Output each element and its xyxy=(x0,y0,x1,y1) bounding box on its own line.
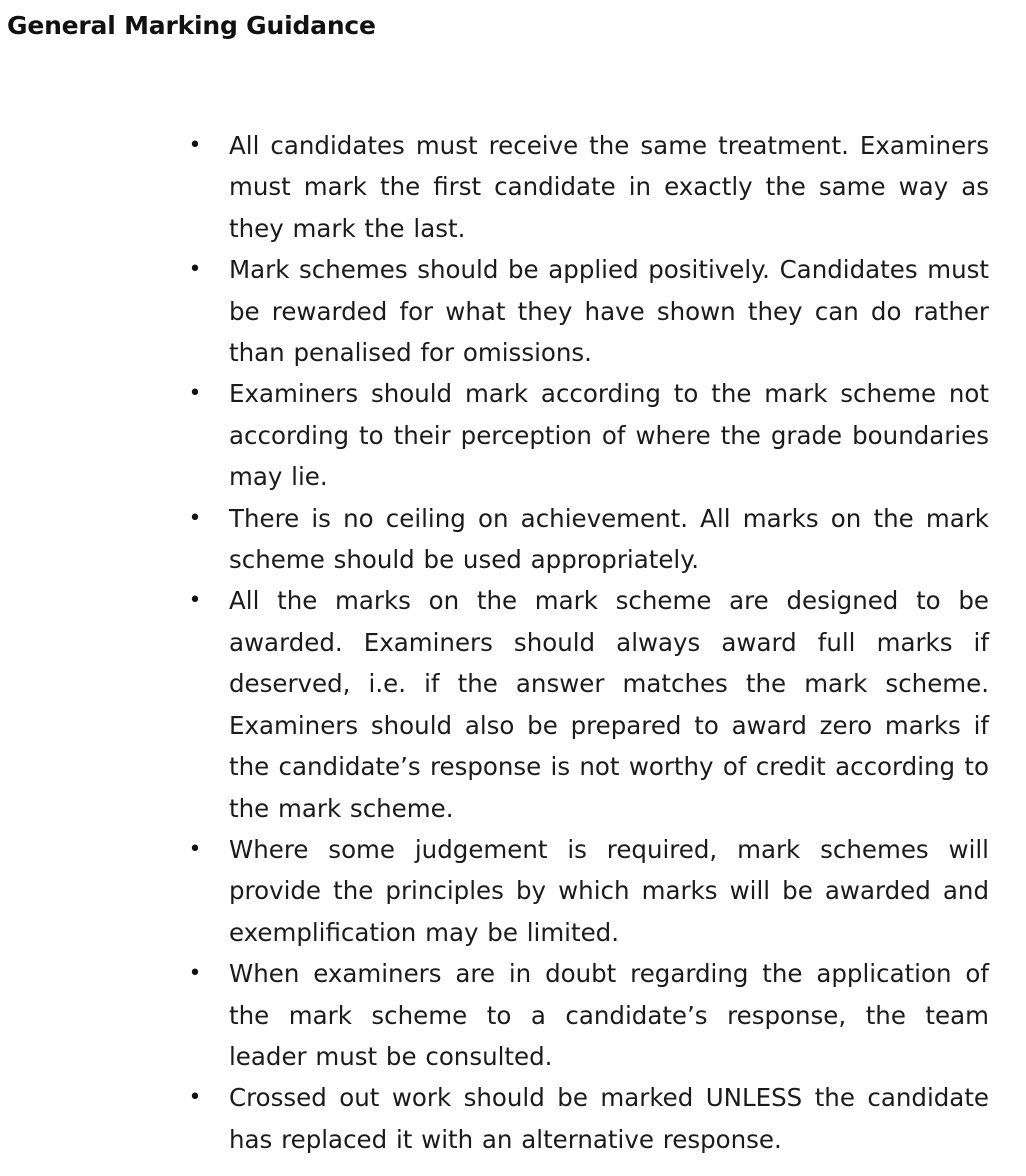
bullet-icon: • xyxy=(188,588,202,614)
list-item-text: Where some judgement is required, mark schemes will provide the principles by which marks will be awarded and exemplification may be limited. xyxy=(229,834,989,947)
bullet-icon: • xyxy=(188,257,202,283)
bullet-icon: • xyxy=(188,836,202,862)
list-item xyxy=(188,829,989,953)
list-item-text: Mark schemes should be applied positively. Candidates must be rewarded for what they have shown they can do rather than penalised for omissions. xyxy=(229,255,989,368)
list-item-text: All candidates must receive the same treatment. Examiners must mark the first candidate in exactly the same way as they mark the last. xyxy=(229,131,989,243)
list-item xyxy=(188,373,989,497)
list-item-text: When examiners are in doubt regarding the application of the mark scheme to a candidate’s response, the team leader must be consulted. xyxy=(229,959,989,1071)
bullet-icon: • xyxy=(188,1085,202,1111)
bullet-icon: • xyxy=(188,133,202,158)
page-title: General Marking Guidance xyxy=(7,11,376,40)
list-item xyxy=(188,125,989,249)
list-item-text: All the marks on the mark scheme are designed to be awarded. Examiners should always award full marks if deserved, i.e. if the answer matches the mark scheme. Examiners should also be prepared to award zero marks if the candidate’s response is not worthy of credit according to the mark scheme. xyxy=(229,586,989,823)
list-item xyxy=(188,953,989,1077)
list-item xyxy=(188,249,989,373)
list-item xyxy=(188,1077,989,1160)
list-item xyxy=(188,498,989,581)
list-item-text: Examiners should mark according to the mark scheme not according to their perception of where the grade boundaries may lie. xyxy=(229,379,989,492)
bullet-icon: • xyxy=(188,381,202,407)
bullet-icon: • xyxy=(188,505,202,531)
list-item xyxy=(188,580,989,828)
list-item-text: Crossed out work should be marked UNLESS the candidate has replaced it with an alternative response. xyxy=(229,1083,989,1154)
list-item-text: There is no ceiling on achievement. All marks on the mark scheme should be used appropriately. xyxy=(229,503,989,575)
bullet-icon: • xyxy=(188,961,202,987)
guidance-list xyxy=(188,125,989,1160)
